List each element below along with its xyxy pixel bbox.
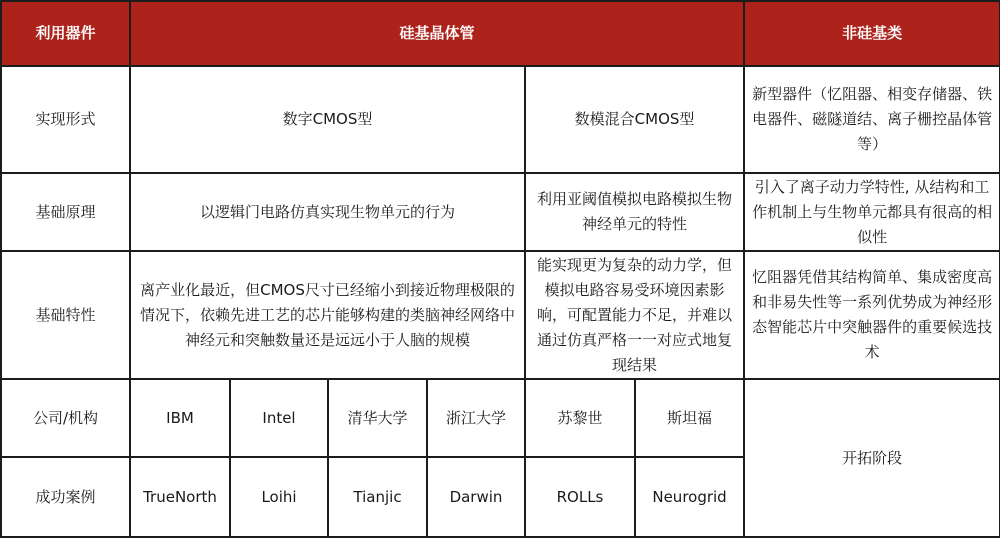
- cell-principle-mixed: 利用亚阈值模拟电路模拟生物神经单元的特性: [525, 173, 744, 251]
- cell-case: Tianjic: [328, 457, 427, 537]
- cell-form-non-silicon: 新型器件（忆阻器、相变存储器、铁电器件、磁隧道结、离子栅控晶体管等）: [744, 66, 1000, 173]
- cell-characteristics-digital: 离产业化最近，但CMOS尺寸已经缩小到接近物理极限的情况下，依赖先进工艺的芯片能够构建的类脑神经网络中神经元和突触数量还是远远小于人脑的规模: [130, 251, 525, 379]
- cell-institution: 苏黎世: [525, 379, 635, 457]
- row-basic-characteristics: [1, 251, 1000, 379]
- row-basic-principle: [1, 173, 1000, 251]
- header-device-type: 利用器件: [1, 1, 130, 66]
- cell-non-silicon-stage: 开拓阶段: [744, 379, 1000, 537]
- cell-characteristics-mixed: 能实现更为复杂的动力学，但模拟电路容易受环境因素影响，可配置能力不足，并难以通过仿真严格一一对应式地复现结果: [525, 251, 744, 379]
- row-label-principle: 基础原理: [1, 173, 130, 251]
- cell-institution: 清华大学: [328, 379, 427, 457]
- cell-institution: IBM: [130, 379, 230, 457]
- cell-form-digital: 数字CMOS型: [130, 66, 525, 173]
- row-institutions: [1, 379, 1000, 457]
- cell-case: Darwin: [427, 457, 525, 537]
- header-silicon-transistor: 硅基晶体管: [130, 1, 744, 66]
- cell-case: Loihi: [230, 457, 328, 537]
- cell-institution: 斯坦福: [635, 379, 744, 457]
- cell-case: ROLLs: [525, 457, 635, 537]
- row-implementation-form: [1, 66, 1000, 173]
- row-label-characteristics: 基础特性: [1, 251, 130, 379]
- cell-form-mixed: 数模混合CMOS型: [525, 66, 744, 173]
- cell-principle-digital: 以逻辑门电路仿真实现生物单元的行为: [130, 173, 525, 251]
- cell-institution: 浙江大学: [427, 379, 525, 457]
- cell-case: TrueNorth: [130, 457, 230, 537]
- row-label-cases: 成功案例: [1, 457, 130, 537]
- cell-case: Neurogrid: [635, 457, 744, 537]
- row-label-form: 实现形式: [1, 66, 130, 173]
- cell-principle-non-silicon: 引入了离子动力学特性, 从结构和工作机制上与生物单元都具有很高的相似性: [744, 173, 1000, 251]
- header-non-silicon: 非硅基类: [744, 1, 1000, 66]
- row-label-institutions: 公司/机构: [1, 379, 130, 457]
- cell-characteristics-non-silicon: 忆阻器凭借其结构简单、集成密度高和非易失性等一系列优势成为神经形态智能芯片中突触器件的重要候选技术: [744, 251, 1000, 379]
- header-row: [1, 1, 1000, 66]
- cell-institution: Intel: [230, 379, 328, 457]
